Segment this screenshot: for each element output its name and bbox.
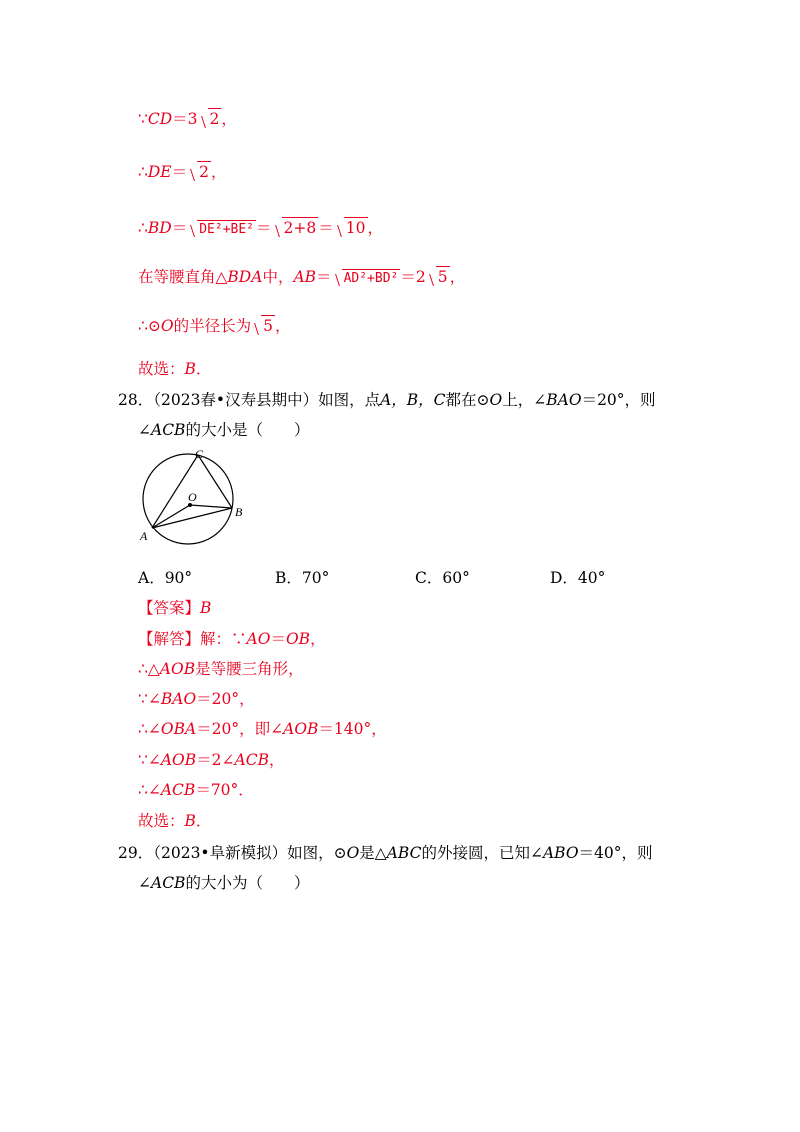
- solution-line-radius: ∴⊙O的半径长为 5 ，: [138, 317, 291, 335]
- option-d: D．40°: [550, 569, 606, 587]
- analysis-line-6: ∴∠ACB＝70°．: [138, 781, 254, 799]
- analysis-line-1: 【解答】解：∵AO＝OB，: [138, 630, 326, 648]
- segment-ob: [190, 505, 232, 508]
- sqrt-symbol: 2: [198, 108, 222, 130]
- analysis-line-2: ∴△AOB是等腰三角形，: [138, 660, 304, 678]
- analysis-line-3: ∵∠BAO＝20°，: [138, 690, 255, 708]
- label-b: B: [235, 505, 243, 519]
- solution-line-ab: 在等腰直角△BDA中，AB＝ AD²+BD² ＝2 5 ，: [138, 266, 465, 290]
- solution-line-cd: ∵CD＝3 2 ，: [138, 110, 237, 128]
- sqrt-symbol: 10: [334, 217, 368, 239]
- sqrt-symbol: 2: [187, 161, 211, 183]
- option-c: C．60°: [415, 569, 470, 587]
- analysis-choice: 故选：B．: [138, 812, 212, 830]
- analysis-line-5: ∵∠AOB＝2∠ACB，: [138, 751, 285, 769]
- sqrt-symbol: AD²+BD²: [332, 266, 401, 290]
- segment-ao: [152, 505, 190, 528]
- question-29-stem-line2: ∠ACB的大小为（ ）: [138, 874, 310, 892]
- label-a: A: [140, 529, 148, 543]
- circle-geometry-figure: [138, 448, 248, 548]
- sqrt-symbol: DE²+BE²: [187, 217, 256, 241]
- option-b: B．70°: [275, 569, 330, 587]
- sqrt-symbol: 5: [251, 315, 275, 337]
- solution-line-bd: ∴BD＝ DE²+BE² ＝ 2+8 ＝ 10 ，: [138, 217, 383, 241]
- label-o: O: [188, 490, 197, 504]
- question-29-stem: 29．（2023•阜新模拟）如图，⊙O是△ABC的外接圆，已知∠ABO＝40°，则: [118, 844, 653, 862]
- question-28-stem-line2: ∠ACB的大小是（ ）: [138, 421, 310, 439]
- answer-line: 【答案】B: [138, 599, 212, 617]
- sqrt-symbol: 2+8: [272, 217, 319, 239]
- question-28-stem: 28．（2023春•汉寿县期中）如图，点A，B，C都在⊙O上，∠BAO＝20°，则: [118, 391, 656, 409]
- sqrt-symbol: 5: [426, 266, 450, 288]
- option-a: A．90°: [138, 569, 193, 587]
- solution-line-de: ∴DE＝ 2 ，: [138, 163, 227, 181]
- solution-line-choice: 故选：B．: [138, 360, 212, 378]
- label-c: C: [195, 448, 204, 461]
- segment-ab: [152, 508, 232, 528]
- analysis-line-4: ∴∠OBA＝20°，即∠AOB＝140°，: [138, 720, 387, 738]
